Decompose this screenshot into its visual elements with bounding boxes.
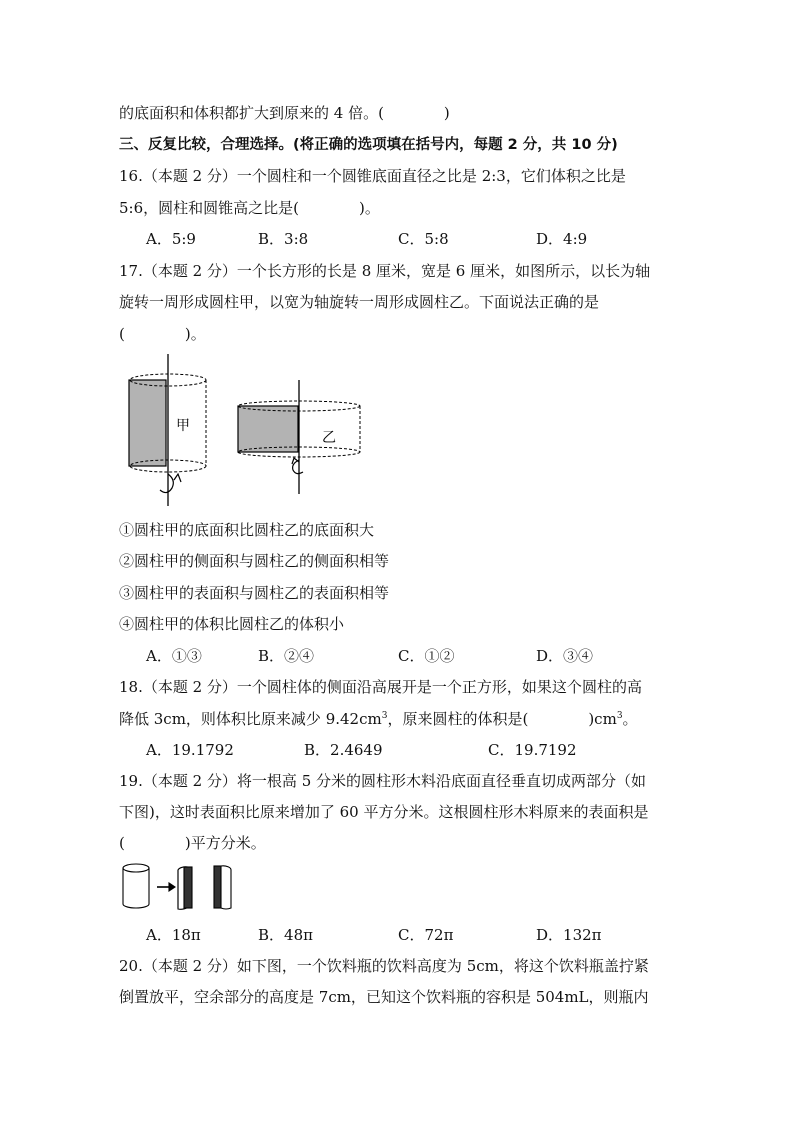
question-18-line1: 18.（本题 2 分）一个圆柱体的侧面沿高展开是一个正方形，如果这个圆柱的高 (119, 678, 642, 696)
question-17-line1: 17.（本题 2 分）一个长方形的长是 8 厘米，宽是 6 厘米，如图所示，以长为轴 (119, 262, 651, 280)
question-16-line1: 16.（本题 2 分）一个圆柱和一个圆锥底面直径之比是 2:3，它们体积之比是 (119, 167, 626, 185)
q16-option-a[interactable]: A．5:9 (146, 230, 196, 248)
statement-2: ②圆柱甲的侧面积与圆柱乙的侧面积相等 (119, 552, 390, 570)
question-20-line2: 倒置放平，空余部分的高度是 7cm，已知这个饮料瓶的容积是 504mL，则瓶内 (119, 988, 649, 1006)
q17-option-d[interactable]: D．③④ (536, 647, 594, 665)
question-19-line2: 下图)，这时表面积比原来增加了 60 平方分米。这根圆柱形木料原来的表面积是 (119, 803, 649, 821)
label-jia: 甲 (176, 418, 190, 434)
figure-19-cut-cylinder (118, 860, 248, 916)
cylinder-yi (238, 380, 360, 494)
q17-option-b[interactable]: B．②④ (258, 647, 315, 665)
q18-text-mid: ，原来圆柱的体积是( )cm (387, 710, 617, 728)
q18-text-end: 。 (622, 710, 638, 728)
q18-option-c[interactable]: C．19.7192 (488, 741, 577, 759)
q16-option-b[interactable]: B．3:8 (258, 230, 309, 248)
q18-text-pre: 降低 3cm，则体积比原来减少 9.42cm (119, 710, 382, 728)
question-20-line1: 20.（本题 2 分）如下图，一个饮料瓶的饮料高度为 5cm，将这个饮料瓶盖拧紧 (119, 957, 649, 975)
label-yi: 乙 (322, 430, 336, 446)
q18-option-a[interactable]: A．19.1792 (146, 741, 234, 759)
cylinder-jia (129, 354, 206, 506)
q18-sup1: 3 (381, 711, 388, 721)
q19-option-b[interactable]: B．48π (258, 926, 313, 944)
q16-option-d[interactable]: D．4:9 (536, 230, 588, 248)
q19-option-c[interactable]: C．72π (398, 926, 454, 944)
q17-option-c[interactable]: C．①② (398, 647, 455, 665)
figure-17-cylinders (110, 350, 440, 510)
q18-option-b[interactable]: B．2.4649 (304, 741, 383, 759)
question-19-line1: 19.（本题 2 分）将一根高 5 分米的圆柱形木料沿底面直径垂直切成两部分（如 (119, 772, 647, 790)
q19-option-a[interactable]: A．18π (146, 926, 201, 944)
q16-option-c[interactable]: C．5:8 (398, 230, 449, 248)
statement-4: ④圆柱甲的体积比圆柱乙的体积小 (119, 615, 345, 633)
statement-1: ①圆柱甲的底面积比圆柱乙的底面积大 (119, 521, 375, 539)
question-17-line2: 旋转一周形成圆柱甲，以宽为轴旋转一周形成圆柱乙。下面说法正确的是 (119, 293, 600, 311)
question-16-line2: 5:6，圆柱和圆锥高之比是( )。 (119, 199, 380, 217)
q18-sup2: 3 (616, 711, 623, 721)
q17-option-a[interactable]: A．①③ (146, 647, 202, 665)
statement-3: ③圆柱甲的表面积与圆柱乙的表面积相等 (119, 584, 390, 602)
section-heading: 三、反复比较，合理选择。(将正确的选项填在括号内，每题 2 分，共 10 分) (119, 137, 618, 153)
question-19-line3: ( )平方分米。 (119, 834, 266, 852)
question-17-line3: ( )。 (119, 325, 206, 343)
question-18-line2 (119, 710, 638, 728)
text-line: 的底面积和体积都扩大到原来的 4 倍。( ) (119, 104, 450, 122)
q19-option-d[interactable]: D．132π (536, 926, 602, 944)
